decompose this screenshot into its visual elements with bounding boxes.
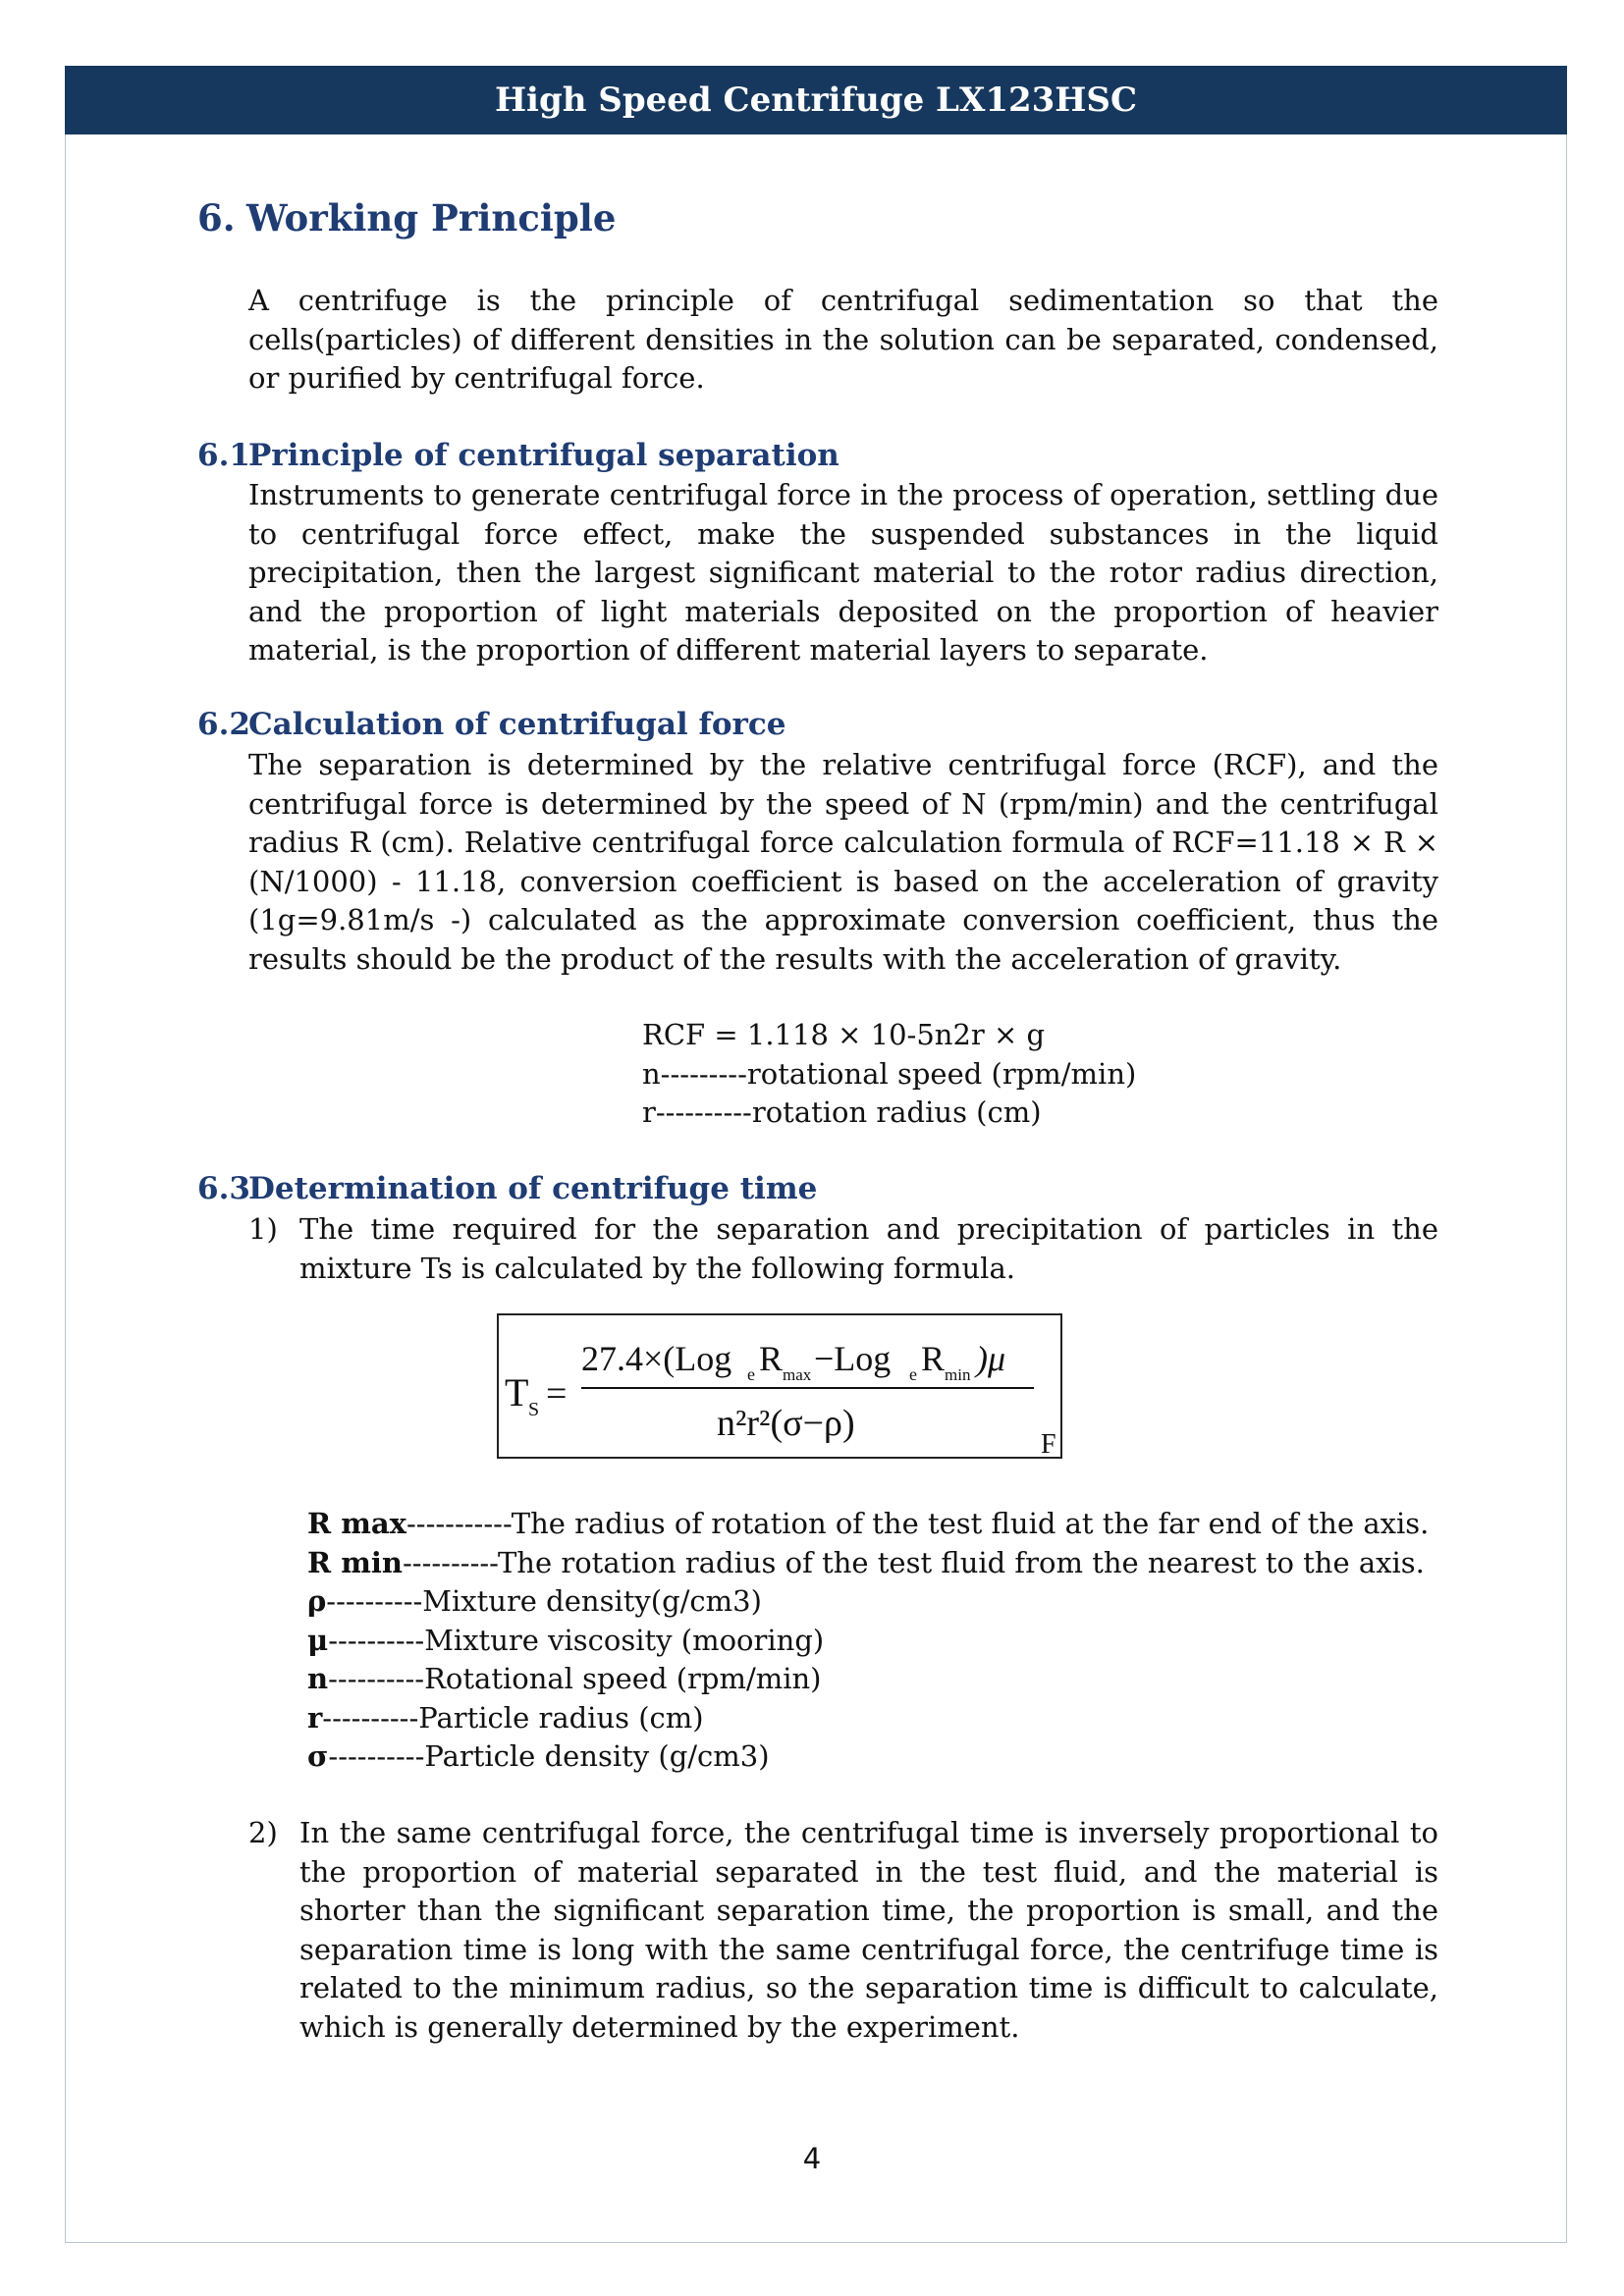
definition-row [307, 1582, 1429, 1622]
formula-rmax-sub: max [783, 1365, 812, 1384]
definition-row [307, 1622, 1429, 1661]
formula-log-sub-2: e [909, 1364, 917, 1384]
definition-text: ----------Rotational speed (rpm/min) [328, 1662, 822, 1695]
formula-equals: = [546, 1373, 568, 1415]
definition-text: ----------Mixture density(g/cm3) [326, 1584, 762, 1618]
subsection-title: Calculation of centrifugal force [248, 707, 786, 742]
definition-text: ----------Particle radius (cm) [322, 1700, 704, 1735]
section-heading [197, 196, 616, 240]
list-item-2 [248, 1814, 1438, 2047]
page-number: 4 [802, 2142, 822, 2175]
definition-symbol: r [307, 1700, 323, 1735]
definition-row [307, 1699, 1429, 1738]
symbol-definitions [307, 1505, 1429, 1777]
definition-row [307, 1505, 1429, 1544]
list-item-1 [248, 1210, 1438, 1288]
subsection-body-6-1: Instruments to generate centrifugal force in the process of operation, settling due to centrifugal force effect, make the suspended substances in the liquid precipitation, then the largest significant material to the rotor radius direction, and the proportion of light materials deposited on the proportion of heavier material, is the proportion of different material layers to separate. [248, 478, 1438, 667]
definition-row [307, 1544, 1429, 1583]
subsection-heading-6-3 [197, 1171, 817, 1206]
list-marker: 2) [248, 1816, 278, 1849]
definition-symbol: μ [307, 1623, 329, 1657]
formula-image [499, 1315, 1060, 1457]
subsection-number: 6.1 [197, 438, 250, 473]
subsection-number: 6.3 [197, 1171, 250, 1206]
subsection-title: Principle of centrifugal separation [248, 438, 839, 473]
section-number: 6. [197, 196, 236, 240]
formula-lhs: T [505, 1370, 529, 1415]
formula-rmax: R [759, 1339, 784, 1378]
formula-log-sub-1: e [747, 1364, 755, 1384]
section-intro: A centrifuge is the principle of centrifugal sedimentation so that the cells(particles) of different densities in the solution can be separated, condensed, or purified by centrifugal force. [248, 284, 1438, 395]
rcf-definition-n: n---------rotational speed (rpm/min) [642, 1056, 1137, 1091]
definition-text: ----------Mixture viscosity (mooring) [328, 1623, 825, 1657]
subsection-number: 6.2 [197, 707, 250, 742]
definition-text: -----------The radius of rotation of the test fluid at the far end of the axis. [406, 1507, 1430, 1540]
definition-text: ----------Particle density (g/cm3) [328, 1739, 770, 1773]
formula-num-coef: 27.4×(Log [581, 1339, 732, 1378]
subsection-body-6-2: The separation is determined by the relative centrifugal force (RCF), and the centrifugal force is determined by the speed of N (rpm/min) and the centrifugal radius R (cm). Relative centrifugal force calculation formula of RCF=11.18 × R × (N/1000) - 11.18, conversion coefficient is based on the acceleration of gravity (1g=9.81m/s -) calculated as the approximate conversion coefficient, thus the results should be the product of the results with the acceleration of gravity. [248, 748, 1438, 976]
formula-lhs-sub: S [528, 1399, 540, 1420]
formula-denominator: n²r²(σ−ρ) [717, 1403, 855, 1444]
definition-symbol: R max [307, 1507, 406, 1540]
document-header [65, 66, 1567, 134]
formula-rmin: R [921, 1339, 946, 1378]
subsection-title: Determination of centrifuge time [248, 1171, 818, 1206]
definition-symbol: R min [307, 1545, 403, 1579]
formula-minus-log: −Log [814, 1339, 892, 1378]
definition-row [307, 1660, 1429, 1699]
formula-rmin-sub: min [945, 1365, 971, 1384]
formula-corner-mark: F [1041, 1429, 1056, 1457]
section-title: Working Principle [246, 196, 617, 240]
subsection-heading-6-2 [197, 707, 785, 742]
definition-symbol: n [307, 1662, 329, 1695]
rcf-formula-block [642, 1016, 1136, 1133]
document-title: High Speed Centrifuge LX123HSC [494, 80, 1138, 120]
definition-symbol: ρ [307, 1584, 327, 1618]
definition-symbol: σ [307, 1739, 329, 1773]
formula-num-end: )μ [976, 1339, 1006, 1378]
rcf-formula: RCF = 1.118 × 10-5n2r × g [642, 1018, 1046, 1051]
subsection-heading-6-1 [197, 438, 839, 473]
definition-row [307, 1737, 1429, 1777]
list-marker: 1) [248, 1212, 278, 1246]
centrifuge-time-formula [497, 1313, 1062, 1459]
list-item-text: In the same centrifugal force, the centrifugal time is inversely proportional to the proportion of material separated in the test fluid, and the material is shorter than the significant separation time, the proportion is small, and the separation time is long with the same centrifugal force, the centrifuge time is related to the minimum radius, so the separation time is difficult to calculate, which is generally determined by the experiment. [299, 1816, 1438, 2044]
definition-text: ----------The rotation radius of the test fluid from the nearest to the axis. [402, 1545, 1425, 1579]
rcf-definition-r: r----------rotation radius (cm) [642, 1095, 1042, 1129]
list-item-text: The time required for the separation and precipitation of particles in the mixture Ts is calculated by the following formula. [299, 1212, 1438, 1285]
